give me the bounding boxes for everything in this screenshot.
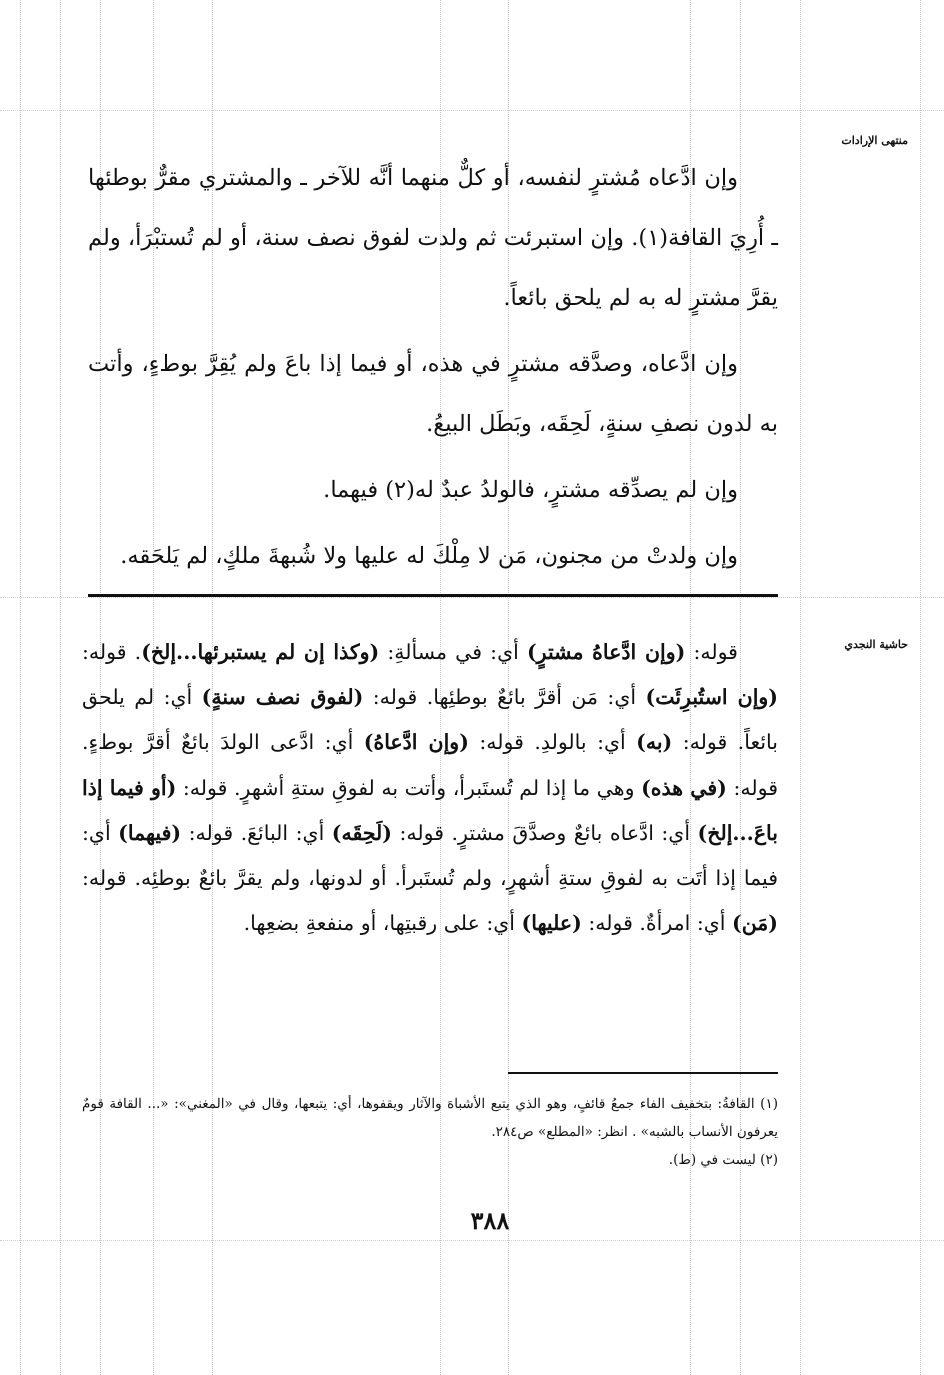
section-divider <box>88 594 778 597</box>
main-paragraph: وإن لم يصدِّقه مشترٍ، فالولدُ عبدٌ له(٢) فيهما. <box>323 477 738 503</box>
guide-line <box>0 597 944 598</box>
main-paragraph: وإن ولدتْ من مجنون، مَن لا مِلْكَ له عليها ولا شُبهةَ ملكٍ، لم يَلحَقه. <box>120 543 738 569</box>
guide-line <box>920 0 921 1375</box>
footnote: (١) القافةُ: بتخفيف الفاء جمعُ قائفٍ، وهو الذي يتبع الأشباهَ والآثار ويقفوها، أي: يتبعها، وقال في «المغني»: «... القافة قومٌ يعرفون الأنساب بالشبه» . انظر: «المطلع» ص٢٨٤. <box>82 1096 778 1140</box>
guide-line <box>0 1240 944 1241</box>
footnote: (٢) ليست في (ط). <box>668 1152 778 1168</box>
main-source-label: منتهى الإرادات <box>841 134 908 147</box>
footnotes <box>82 1090 778 1174</box>
main-paragraph: وإن ادَّعاه، وصدَّقه مشترٍ في هذه، أو فيما إذا باعَ ولم يُقِرَّ بوطءٍ، وأتت به لدون نصفِ سنةٍ، لَحِقَه، وبَطَل البيعُ. <box>88 351 778 437</box>
footnote-divider <box>508 1072 778 1074</box>
main-paragraph: وإن ادَّعاه مُشترٍ لنفسه، أو كلٌّ منهما أنَّه للآخر ـ والمشتري مقرٌّ بوطئها ـ أُرِيَ القافة(١). وإن استبرئت ثم ولدت لفوق نصف سنة، أو لم تُستبْرَأ، ولم يقرَّ مشترٍ له به لم يلحق بائعاً. <box>88 165 778 311</box>
commentary-source-label: حاشية النجدي <box>844 638 908 651</box>
guide-line <box>0 110 944 111</box>
commentary-text <box>82 630 778 946</box>
guide-line <box>60 0 61 1375</box>
page-number: ٣٨٨ <box>470 1206 510 1235</box>
guide-line <box>20 0 21 1375</box>
guide-line <box>800 0 801 1375</box>
commentary-paragraph: قوله: (وإن ادَّعاهُ مشترٍ) أي: في مسألةِ: (وكذا إن لم يستبرئها...إلخ). قوله: (وإن استُبرِئَت) أي: مَن أقرَّ بائعٌ بوطئِها. قوله: (لفوق نصف سنةٍ) أي: لم يلحق بائعاً. قوله: (به) أي: بالولدِ. قوله: (وإن ادَّعاهُ) أي: ادَّعى الولدَ بائعٌ أقرَّ بوطءٍ. قوله: (في هذه) وهي ما إذا لم تُستَبرأ، وأتت به لفوقِ ستةِ أشهرٍ. قوله: (أو فيما إذا باعَ...إلخ) أي: ادَّعاه بائعٌ وصدَّقَ مشترٍ. قوله: (لَحِقَه) أي: البائعَ. قوله: (فيهما) أي: فيما إذا أتَت به لفوقِ ستةِ أشهرٍ، ولم تُستَبرأ. أو لدونها، ولم يقرَّ بائعٌ بوطئِه. قوله: (مَن) أي: امرأةٌ. قوله: (عليها) أي: على رقبتِها، أو منفعةِ بضعِها. <box>82 640 778 936</box>
main-text <box>88 148 778 586</box>
